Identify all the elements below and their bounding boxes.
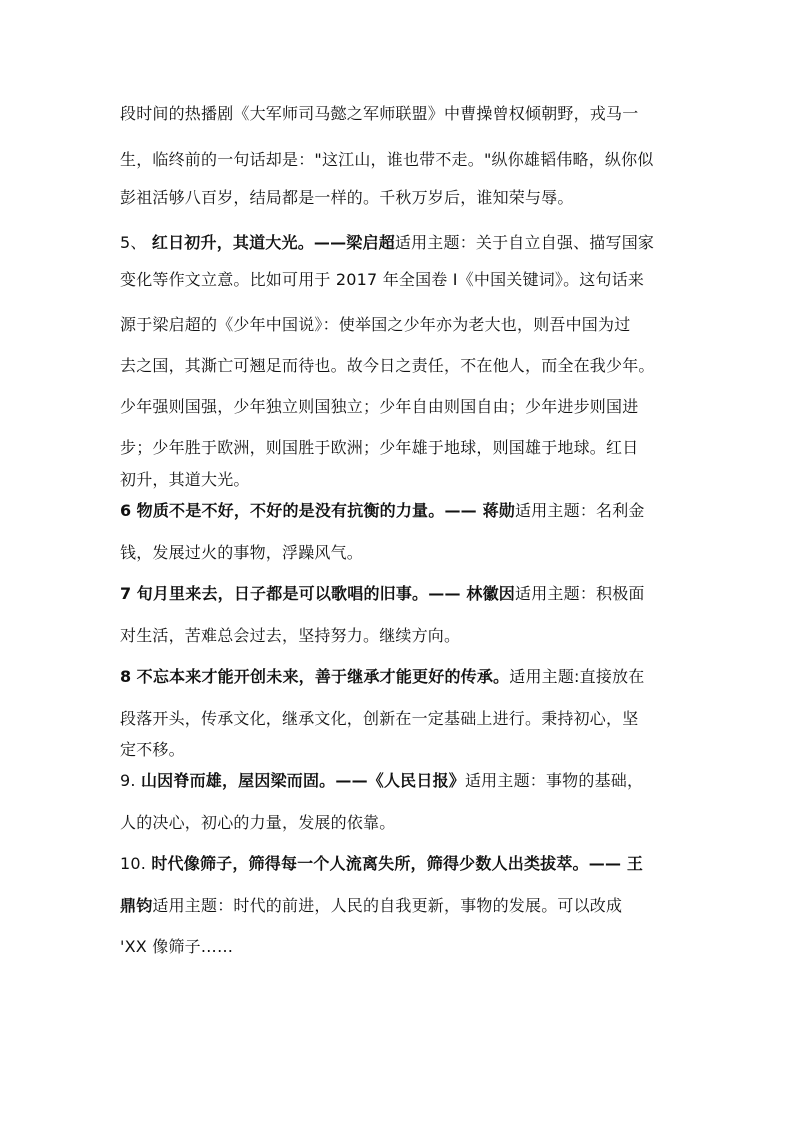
item-5-number: 5、 <box>120 233 147 252</box>
item-5-line-6: 步；少年胜于欧洲，则国胜于欧洲；少年雄于地球，则国雄于地球。红日 <box>120 438 639 457</box>
item-5-theme: 适用主题：关于自立自强、描写国家 <box>394 233 655 252</box>
item-8-line-3: 定不移。 <box>120 740 185 759</box>
item-6-theme: 适用主题：名利金 <box>515 501 645 520</box>
intro-line-3: 彭祖活够八百岁，结局都是一样的。千秋万岁后，谁知荣与辱。 <box>120 188 574 207</box>
item-9-number: 9. <box>120 771 136 790</box>
item-7-line-2: 对生活，苦难总会过去，坚持努力。继续方向。 <box>120 626 461 645</box>
item-5-line-3: 源于梁启超的《少年中国说》：使举国之少年亦为老大也，则吾中国为过 <box>120 315 631 334</box>
intro-line-1: 段时间的热播剧《大军师司马懿之军师联盟》中曹操曾权倾朝野，戎马一 <box>120 104 639 123</box>
item-5-line-7: 初升，其道大光。 <box>120 470 250 489</box>
item-6-line-1 <box>120 501 680 521</box>
item-9-line-2: 人的决心，初心的力量，发展的依靠。 <box>120 813 396 832</box>
item-10-author: 鼎钧 <box>120 896 153 915</box>
item-8-line-2: 段落开头，传承文化，继承文化，创新在一定基础上进行。秉持初心，坚 <box>120 709 639 728</box>
item-9-quote: 山因脊而雄，屋因梁而固。——《人民日报》 <box>140 771 465 790</box>
item-5-quote: 红日初升，其道大光。——梁启超 <box>151 233 395 252</box>
item-8-theme: 适用主题:直接放在 <box>509 667 645 686</box>
item-5-line-4: 去之国，其澌亡可翘足而待也。故今日之责任，不在他人，而全在我少年。 <box>120 356 655 375</box>
item-5-line-2: 变化等作文立意。比如可用于 2017 年全国卷 I《中国关键词》。这句话来 <box>120 270 645 289</box>
item-7-line-1 <box>120 584 680 604</box>
item-6-line-2: 钱，发展过火的事物，浮躁风气。 <box>120 543 364 562</box>
intro-line-2: 生，临终前的一句话却是："这江山，谁也带不走。"纵你雄韬伟略，纵你似 <box>120 150 654 169</box>
item-10-line-1 <box>120 854 680 874</box>
item-6-number: 6 <box>120 501 132 520</box>
item-10-number: 10. <box>120 854 147 873</box>
item-9-line-1 <box>120 771 680 791</box>
item-10-line-2 <box>120 896 680 916</box>
item-5-line-1 <box>120 233 680 253</box>
item-7-number: 7 <box>120 584 132 603</box>
item-7-theme: 适用主题：积极面 <box>515 584 645 603</box>
item-10-line-3: 'XX 像筛子…… <box>120 937 234 956</box>
item-8-line-1 <box>120 667 680 687</box>
item-9-theme: 适用主题：事物的基础， <box>464 771 644 790</box>
item-10-quote: 时代像筛子，筛得每一个人流离失所，筛得少数人出类拔萃。—— 王 <box>151 854 644 873</box>
item-6-quote: 物质不是不好，不好的是没有抗衡的力量。—— 蒋勋 <box>136 501 516 520</box>
item-8-number: 8 <box>120 667 132 686</box>
item-7-quote: 旬月里来去，日子都是可以歌唱的旧事。—— 林徽因 <box>136 584 516 603</box>
item-5-line-5: 少年强则国强，少年独立则国独立；少年自由则国自由；少年进步则国进 <box>120 397 639 416</box>
item-10-theme: 适用主题：时代的前进，人民的自我更新，事物的发展。可以改成 <box>152 896 623 915</box>
item-8-quote: 不忘本来才能开创未来，善于继承才能更好的传承。 <box>136 667 510 686</box>
